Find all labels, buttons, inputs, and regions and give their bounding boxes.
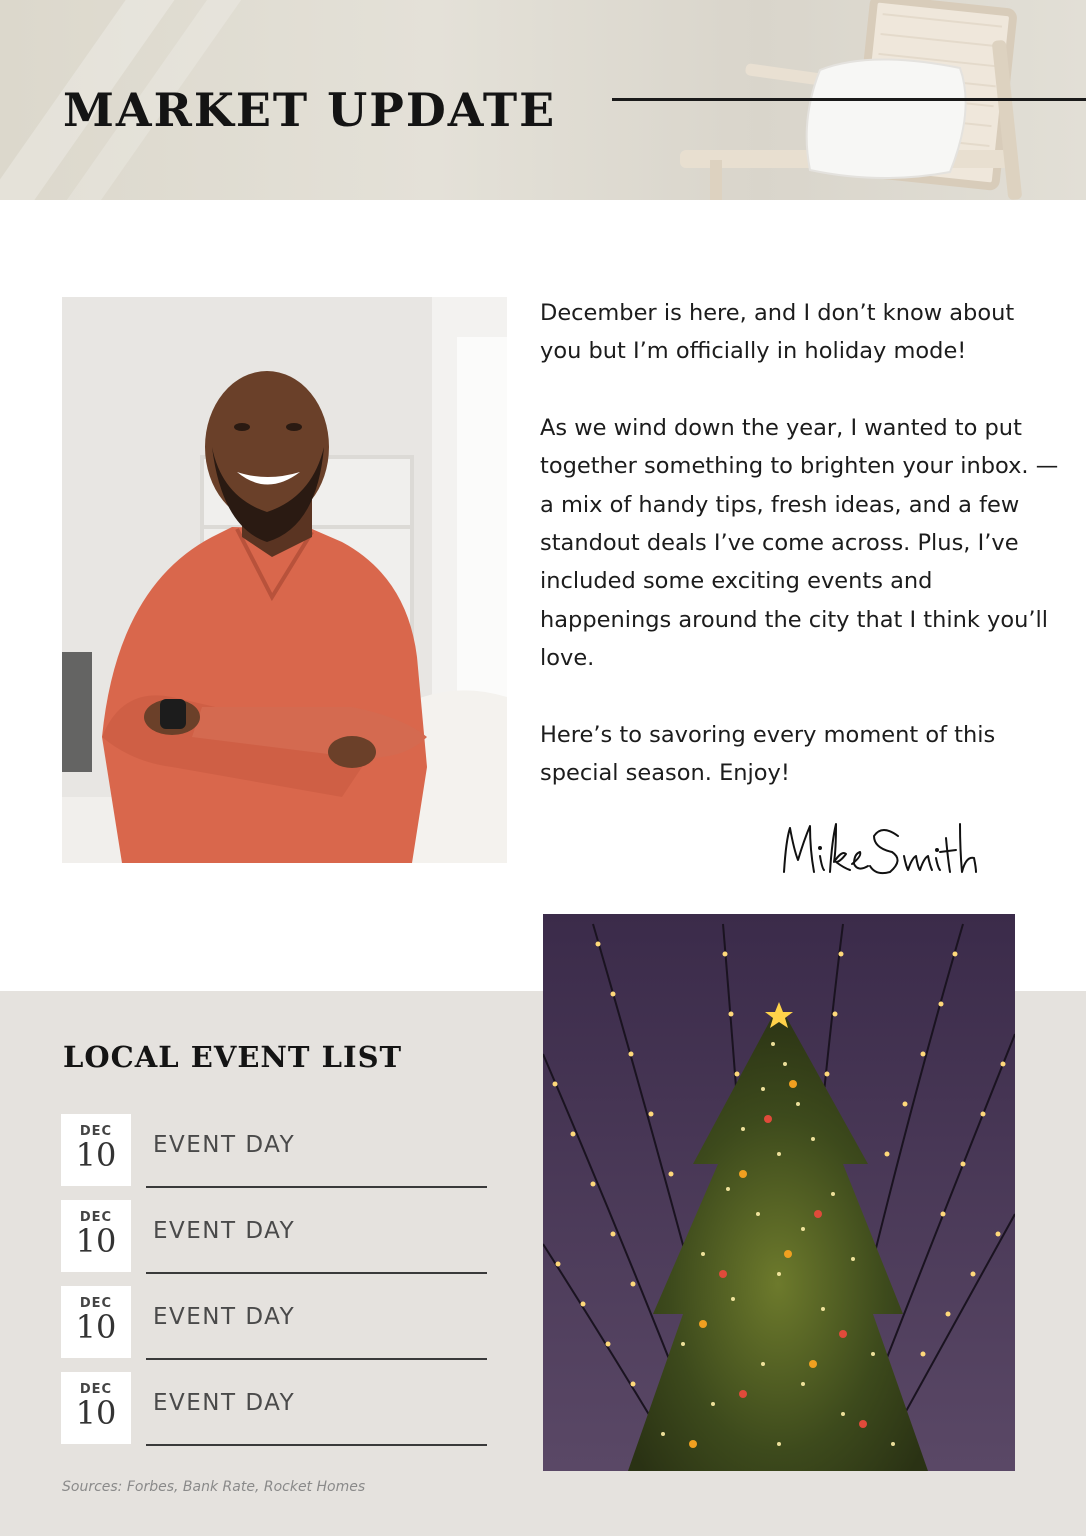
handwritten-signature	[770, 810, 980, 890]
event-underline	[146, 1186, 487, 1188]
event-item	[61, 1372, 491, 1446]
date-badge	[61, 1372, 131, 1444]
date-month: DEC	[79, 1382, 113, 1397]
page-title: MARKET UPDATE	[63, 83, 557, 137]
date-month: DEC	[79, 1210, 113, 1225]
sources-note: Sources: Forbes, Bank Rate, Rocket Homes	[62, 1479, 366, 1495]
event-name: EVENT DAY	[153, 1132, 296, 1158]
header-banner	[0, 0, 1086, 200]
date-month: DEC	[79, 1124, 113, 1139]
agent-portrait-image	[62, 297, 507, 863]
date-day: 10	[75, 1222, 117, 1260]
event-underline	[146, 1444, 487, 1446]
letter-paragraph: As we wind down the year, I wanted to put together something to brighten your inbox. —a mix of handy tips, fresh ideas, and a few standout deals I’ve come across. Plus, I’ve included some exciting events and happenings around the city that I think you’ll love.	[540, 414, 1059, 672]
date-month: DEC	[79, 1296, 113, 1311]
title-divider	[612, 98, 1086, 101]
date-day: 10	[75, 1394, 117, 1432]
date-day: 10	[75, 1136, 117, 1174]
event-item	[61, 1200, 491, 1274]
event-name: EVENT DAY	[153, 1304, 296, 1330]
christmas-tree-image	[543, 914, 1015, 1471]
letter-paragraph: Here’s to savoring every moment of this special season. Enjoy!	[540, 721, 996, 787]
date-badge	[61, 1200, 131, 1272]
date-badge	[61, 1114, 131, 1186]
event-underline	[146, 1272, 487, 1274]
event-underline	[146, 1358, 487, 1360]
event-item	[61, 1114, 491, 1188]
date-badge	[61, 1286, 131, 1358]
event-item	[61, 1286, 491, 1360]
event-name: EVENT DAY	[153, 1218, 296, 1244]
letter-paragraph: December is here, and I don’t know about you but I’m officially in holiday mode!	[540, 300, 1015, 365]
event-name: EVENT DAY	[153, 1390, 296, 1416]
intro-letter	[540, 294, 1060, 830]
date-day: 10	[75, 1308, 117, 1346]
events-heading: LOCAL EVENT LIST	[63, 1040, 403, 1074]
